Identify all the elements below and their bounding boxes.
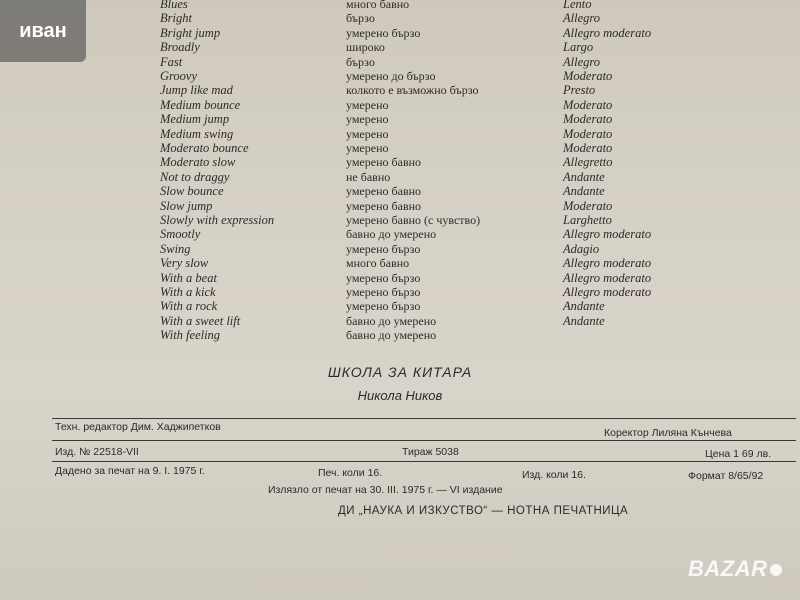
italian-tempo: Allegro moderato: [563, 285, 652, 299]
format: Формат 8/65/92: [688, 470, 764, 482]
bulgarian-meaning: колкото е възможно бързо: [346, 83, 479, 98]
bulgarian-meaning: умерено бързо: [346, 241, 421, 256]
bulgarian-meaning: умерено: [346, 141, 389, 155]
term-row: [0, 69, 800, 83]
user-badge: иван: [0, 0, 86, 62]
english-term: Moderato slow: [160, 155, 236, 170]
term-row: [0, 299, 800, 313]
bulgarian-meaning: широко: [346, 40, 385, 55]
term-row: [0, 127, 800, 141]
bulgarian-meaning: умерено до бързо: [346, 69, 436, 83]
english-term: Broadly: [160, 40, 200, 55]
bulgarian-meaning: бавно до умерено: [346, 227, 437, 242]
english-term: With feeling: [160, 328, 221, 343]
term-row: [0, 328, 800, 342]
italian-tempo: Andante: [563, 299, 605, 314]
bulgarian-meaning: умерено бързо: [346, 25, 421, 40]
bulgarian-meaning: бавно до умерено: [346, 313, 437, 328]
bulgarian-meaning: бързо: [346, 54, 375, 69]
english-term: Swing: [160, 241, 191, 256]
term-row: [0, 112, 800, 126]
bulgarian-meaning: бързо: [346, 11, 375, 26]
english-term: Slow jump: [160, 198, 213, 213]
italian-tempo: Allegro moderato: [563, 25, 652, 40]
italian-tempo: Allegro moderato: [563, 256, 652, 271]
english-term: Medium swing: [160, 126, 234, 141]
watermark-text: BAZAR: [688, 556, 768, 581]
italian-tempo: Presto: [563, 83, 596, 98]
bulgarian-meaning: умерено бързо: [346, 299, 421, 314]
english-term: Slow bounce: [160, 184, 224, 199]
bulgarian-meaning: умерено: [346, 97, 389, 112]
italian-tempo: Largo: [563, 40, 594, 55]
publisher-sheets: Изд. коли 16.: [522, 469, 586, 481]
bulgarian-meaning: бавно до умерено: [346, 328, 437, 343]
english-term: With a beat: [160, 270, 217, 285]
italian-tempo: Allegretto: [563, 155, 613, 170]
edition-number: Изд. № 22518-VII: [55, 446, 139, 458]
english-term: Smootly: [160, 227, 201, 242]
bulgarian-meaning: умерено бавно: [346, 155, 422, 170]
term-row: [0, 184, 800, 198]
english-term: With a rock: [160, 299, 218, 314]
book-title: ШКОЛА ЗА КИТАРА: [327, 364, 473, 380]
colophon-rule-top: [52, 418, 796, 419]
italian-tempo: Lento: [563, 0, 592, 11]
italian-tempo: Allegro: [563, 11, 601, 26]
italian-tempo: Moderato: [563, 69, 613, 83]
term-row: [0, 83, 800, 97]
term-row: [0, 26, 800, 40]
english-term: Jump like mad: [160, 83, 233, 98]
english-term: Groovy: [160, 69, 198, 83]
bulgarian-meaning: умерено бавно (с чувство): [346, 213, 481, 227]
english-term: Moderato bounce: [160, 141, 249, 155]
english-term: Bright jump: [160, 25, 221, 40]
english-term: Fast: [160, 54, 183, 69]
sent-to-print: Дадено за печат на 9. I. 1975 г.: [55, 465, 205, 477]
term-row: [0, 213, 800, 227]
english-term: Bright: [160, 11, 192, 26]
english-term: With a kick: [160, 285, 216, 299]
colophon-rule-bottom: [52, 461, 796, 462]
bulgarian-meaning: умерено: [346, 112, 389, 127]
term-row: [0, 285, 800, 299]
tech-editor: Техн. редактор Дим. Хаджипетков: [55, 421, 221, 433]
italian-tempo: Moderato: [563, 141, 613, 155]
italian-tempo: Andante: [563, 184, 605, 199]
watermark: [688, 556, 800, 600]
term-row: [0, 271, 800, 285]
term-row: [0, 55, 800, 69]
bulgarian-meaning: умерено бързо: [346, 285, 421, 299]
bulgarian-meaning: умерено бавно: [346, 198, 422, 213]
term-row: [0, 256, 800, 270]
term-row: [0, 314, 800, 328]
italian-tempo: Allegro: [563, 54, 601, 69]
check-icon: [770, 564, 782, 576]
italian-tempo: Allegro moderato: [563, 227, 652, 242]
italian-tempo: Adagio: [563, 241, 600, 256]
english-term: Blues: [160, 0, 188, 11]
bulgarian-meaning: умерено бавно: [346, 184, 422, 199]
italian-tempo: Moderato: [563, 198, 613, 213]
term-row: [0, 242, 800, 256]
english-term: Not to draggy: [160, 169, 230, 184]
italian-tempo: Allegro moderato: [563, 270, 652, 285]
english-term: Very slow: [160, 256, 209, 271]
italian-tempo: Moderato: [563, 126, 613, 141]
english-term: Slowly with expression: [160, 213, 275, 227]
print-run: Тираж 5038: [402, 446, 459, 458]
corrector: Коректор Лиляна Кънчева: [604, 427, 732, 439]
bulgarian-meaning: много бавно: [346, 256, 410, 271]
english-term: Medium bounce: [160, 97, 241, 112]
term-row: [0, 227, 800, 241]
italian-tempo: Moderato: [563, 112, 613, 127]
italian-tempo: Larghetto: [563, 213, 612, 227]
term-row: [0, 155, 800, 169]
term-row: [0, 0, 800, 11]
bulgarian-meaning: умерено: [346, 126, 389, 141]
bulgarian-meaning: много бавно: [346, 0, 410, 11]
print-sheets: Печ. коли 16.: [318, 467, 383, 479]
colophon-rule-mid: [52, 440, 796, 441]
italian-tempo: Andante: [563, 313, 605, 328]
english-term: Medium jump: [160, 112, 230, 127]
term-row: [0, 11, 800, 25]
term-row: [0, 141, 800, 155]
book-author: Никола Ников: [357, 388, 443, 403]
term-row: [0, 98, 800, 112]
english-term: With a sweet lift: [160, 313, 241, 328]
publisher: ДИ „НАУКА И ИЗКУСТВО“ — НОТНА ПЕЧАТНИЦА: [338, 505, 629, 517]
printed-date: Излязло от печат на 30. III. 1975 г. — VI издание: [268, 484, 503, 496]
bulgarian-meaning: не бавно: [346, 169, 391, 184]
term-row: [0, 40, 800, 54]
term-row: [0, 170, 800, 184]
bulgarian-meaning: умерено бързо: [346, 270, 421, 285]
italian-tempo: Moderato: [563, 97, 613, 112]
term-row: [0, 199, 800, 213]
price: Цена 1 69 лв.: [705, 448, 772, 460]
italian-tempo: Andante: [563, 169, 605, 184]
